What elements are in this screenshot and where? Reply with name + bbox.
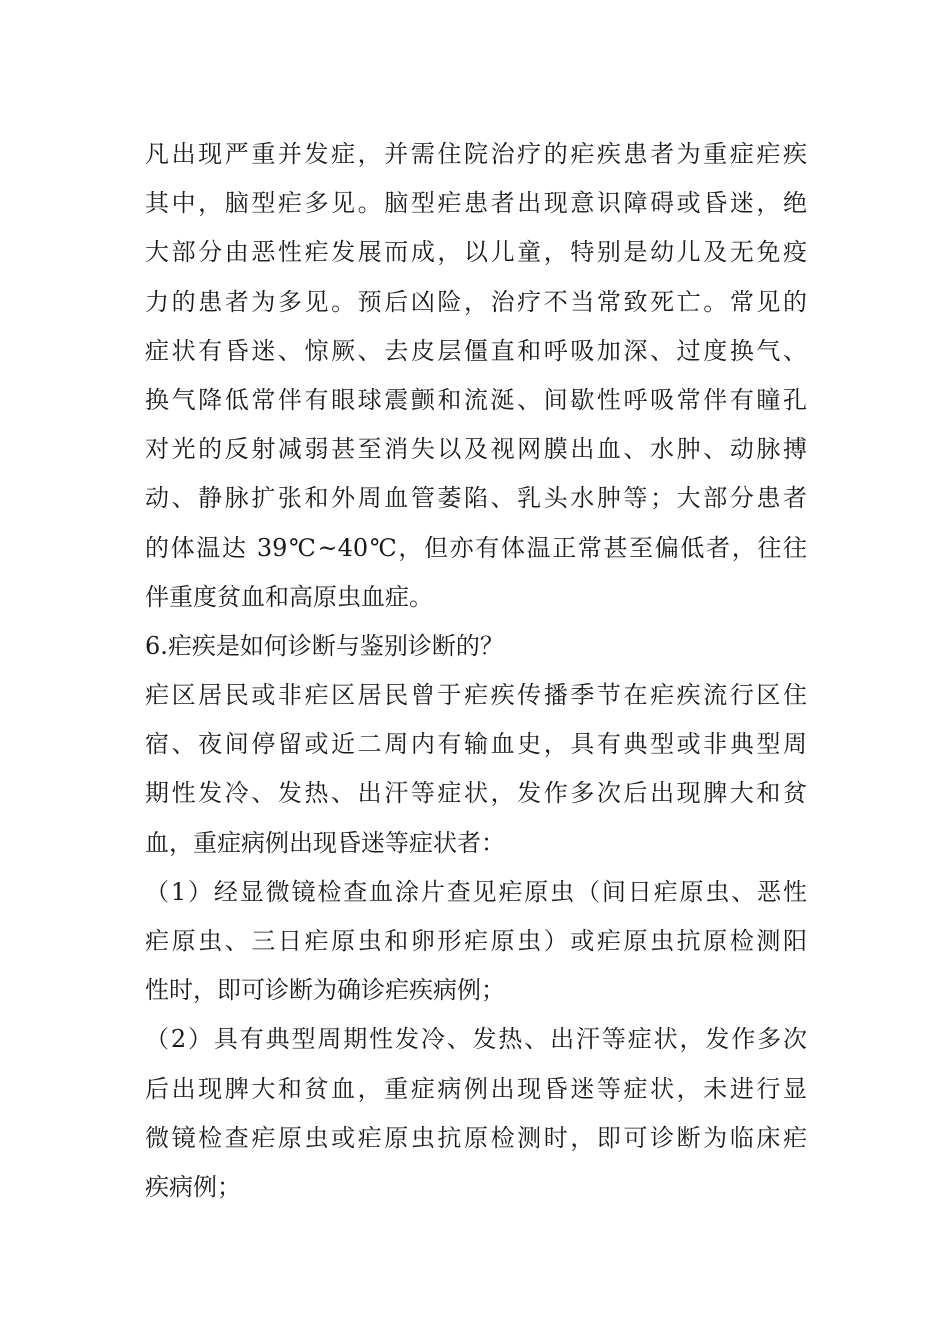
text-line: 伴重度贫血和高原虫血症。 bbox=[145, 582, 433, 611]
list-item-confirmed-case bbox=[145, 868, 807, 1016]
text-line: 的体温达 39℃~40℃，但亦有体温正常甚至偏低者，往往 bbox=[145, 533, 807, 562]
text-line: 对光的反射减弱甚至消失以及视网膜出血、水肿、动脉搏 bbox=[145, 435, 807, 464]
text-line: 疟区居民或非疟区居民曾于疟疾传播季节在疟疾流行区住 bbox=[145, 681, 807, 710]
text-line: 血，重症病例出现昏迷等症状者： bbox=[145, 828, 505, 857]
question-heading: 6.疟疾是如何诊断与鉴别诊断的？ bbox=[145, 631, 504, 660]
paragraph-diagnosis-criteria bbox=[145, 671, 807, 868]
text-line: 期性发冷、发热、出汗等症状，发作多次后出现脾大和贫 bbox=[145, 779, 807, 808]
text-line: 动、静脉扩张和外周血管萎陷、乳头水肿等；大部分患者 bbox=[145, 484, 807, 513]
text-line: 大部分由恶性疟发展而成，以儿童，特别是幼儿及无免疫 bbox=[145, 238, 807, 267]
text-line: 疟原虫、三日疟原虫和卵形疟原虫）或疟原虫抗原检测阳 bbox=[145, 927, 807, 955]
text-line: 后出现脾大和贫血，重症病例出现昏迷等症状，未进行显 bbox=[145, 1074, 807, 1103]
text-line: （1）经显微镜检查血涂片查见疟原虫（间日疟原虫、恶性 bbox=[145, 877, 807, 906]
text-line: 换气降低常伴有眼球震颤和流涎、间歇性呼吸常伴有瞳孔 bbox=[145, 385, 807, 414]
text-line: 其中，脑型疟多见。脑型疟患者出现意识障碍或昏迷，绝 bbox=[145, 189, 807, 218]
text-line: 凡出现严重并发症，并需住院治疗的疟疾患者为重症疟疾 bbox=[145, 140, 807, 168]
list-item-clinical-case bbox=[145, 1015, 807, 1212]
text-line: 症状有昏迷、惊厥、去皮层僵直和呼吸加深、过度换气、 bbox=[145, 336, 807, 365]
document-body bbox=[145, 130, 807, 1212]
text-line: 力的患者为多见。预后凶险，治疗不当常致死亡。常见的 bbox=[145, 287, 807, 316]
text-line: 微镜检查疟原虫或疟原虫抗原检测时，即可诊断为临床疟 bbox=[145, 1123, 807, 1152]
paragraph-severe-malaria bbox=[145, 130, 807, 622]
text-line: 性时，即可诊断为确诊疟疾病例； bbox=[145, 976, 505, 1005]
text-line: 疾病例； bbox=[145, 1172, 241, 1201]
text-line: 宿、夜间停留或近二周内有输血史，具有典型或非典型周 bbox=[145, 730, 807, 759]
text-line: （2）具有典型周期性发冷、发热、出汗等症状，发作多次 bbox=[145, 1025, 807, 1054]
